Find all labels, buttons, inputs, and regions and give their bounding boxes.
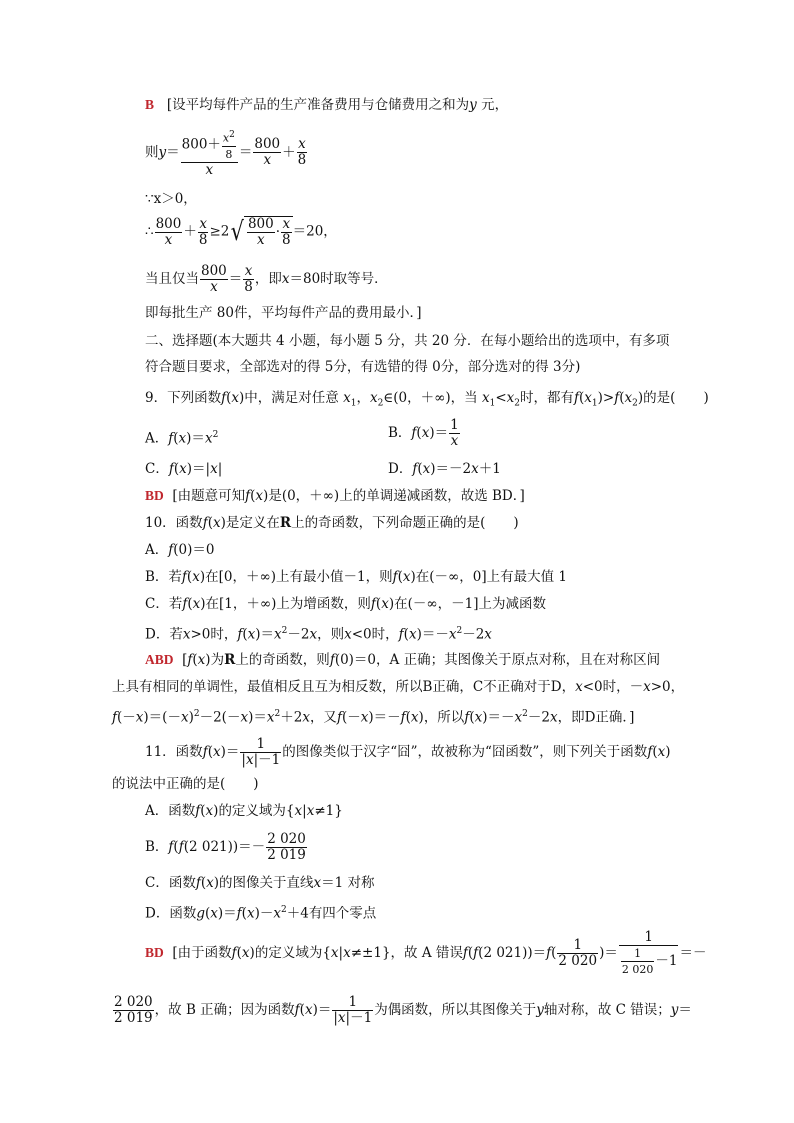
q11-option-c: C．函数f(x)的图像关于直线x＝1 对称 xyxy=(145,875,375,891)
q8-equality-condition: 当且仅当 $\frac{800}{x}$ ＝ $\frac{x}{8}$ ，即x＝80时取等号． xyxy=(145,263,388,295)
q10-solution-line2: 上具有相同的单调性，最值相反且互为相反数，所以B正确，C不正确对于D，x<0时，－x>0， xyxy=(112,679,685,695)
q10-solution-line3: $f(-x)=(-x)^2-2(-x)=x^2+2x$，又f(－x)＝－f(x)，所以$f(x)=-x^2-2x$，即D正确．] xyxy=(112,709,635,726)
q11-option-a: A．函数f(x)的定义域为{x|x≠1} xyxy=(145,803,343,819)
q11-option-d: D．函数$g(x)=f(x)-x^2+4$有四个零点 xyxy=(145,905,377,922)
section2-instructions-line1: 二、选择题(本大题共 4 小题，每小题 5 分，共 20 分．在每小题给出的选项中，有多项 xyxy=(145,333,670,349)
q10-option-b: B．若f(x)在[0，＋∞)上有最小值－1，则f(x)在(－∞，0]上有最大值 1 xyxy=(145,569,568,585)
q10-option-c: C．若f(x)在[1，＋∞)上为增函数，则f(x)在(－∞，－1]上为减函数 xyxy=(145,596,546,612)
q9-option-a: A．$f(x)=x^2$ xyxy=(145,430,219,447)
q8-conclusion: 即每批生产 80件，平均每件产品的费用最小．] xyxy=(145,305,422,321)
fraction: 800＋ $\frac{x^2}{8}$ x xyxy=(181,128,238,178)
q11-solution-line2: $\frac{2 020}{2 019}$ ，故 B 正确；因为函数f(x)＝ $\frac{1}{|x|-1}$ 为偶函数，所以其图像关于y轴对称，故 C 错误；y＝ xyxy=(114,994,692,1026)
q8-solution-intro: B [设平均每件产品的生产准备费用与仓储费用之和为y 元， xyxy=(145,97,509,113)
q9-answer: BD xyxy=(145,488,164,503)
q8-inequality: ∴ $\frac{800}{x}$ ＋ $\frac{x}{8}$ ≥2√ $\frac{800}{x}$ · $\frac{x}{8}$ ＝20， xyxy=(145,215,337,248)
q10-answer: ABD xyxy=(145,652,174,667)
q11-stem-line1: 11．函数f(x)＝ $\frac{1}{|x|-1}$ 的图像类似于汉字“囧”，故被称为“囧函数”，则下列关于函数f(x) xyxy=(145,736,671,768)
q11-solution-line1: BD [由于函数f(x)的定义域为{x|x≠±1}，故 A 错误f(f(2 021))＝f( $\frac{1}{2 020}$ )＝ 1 $\frac{1}{2 020}$ －1 ＝－ xyxy=(145,929,707,976)
q11-answer: BD xyxy=(145,945,164,960)
section2-instructions-line2: 符合题目要求，全部选对的得 5分，有选错的得 0分，部分选对的得 3分) xyxy=(145,359,581,375)
q9-option-b: B．f(x)＝ $\frac{1}{x}$ xyxy=(388,417,459,449)
q9-option-c: C．f(x)＝|x| xyxy=(145,461,223,477)
q8-answer-letter: B xyxy=(145,97,155,112)
q8-y-formula: 则y＝ 800＋ $\frac{x^2}{8}$ x ＝ $\frac{800}{x}$ ＋ $\frac{x}{8}$ xyxy=(145,130,307,178)
q9-stem: 9．下列函数f(x)中，满足对任意 $x_1$，$x_2\in(0$，＋∞)，当 $x_1<x_2$时，都有$f(x_1)>f(x_2)$的是( ) xyxy=(145,390,709,409)
q10-stem: 10．函数f(x)是定义在R上的奇函数，下列命题正确的是( ) xyxy=(145,515,519,531)
q10-option-d: D．若x>0时，$f(x)=x^2-2x$，则x<0时，$f(x)=-x^2-2x$ xyxy=(145,626,492,643)
q10-solution-line1: ABD [f(x)为R上的奇函数，则f(0)＝0，A 正确；其图像关于原点对称，且在对称区间 xyxy=(145,652,661,668)
q10-option-a: A．f(0)＝0 xyxy=(145,542,215,558)
q9-solution: BD [由题意可知f(x)是(0，＋∞)上的单调递减函数，故选 BD．] xyxy=(145,488,525,504)
q11-stem-line2: 的说法中正确的是( ) xyxy=(112,776,259,792)
q9-option-d: D．f(x)＝－2x＋1 xyxy=(388,461,501,477)
q11-option-b: B．f(f(2 021))＝－ $\frac{2 020}{2 019}$ xyxy=(145,831,306,863)
q8-because-line: ∵x＞0， xyxy=(145,191,197,207)
